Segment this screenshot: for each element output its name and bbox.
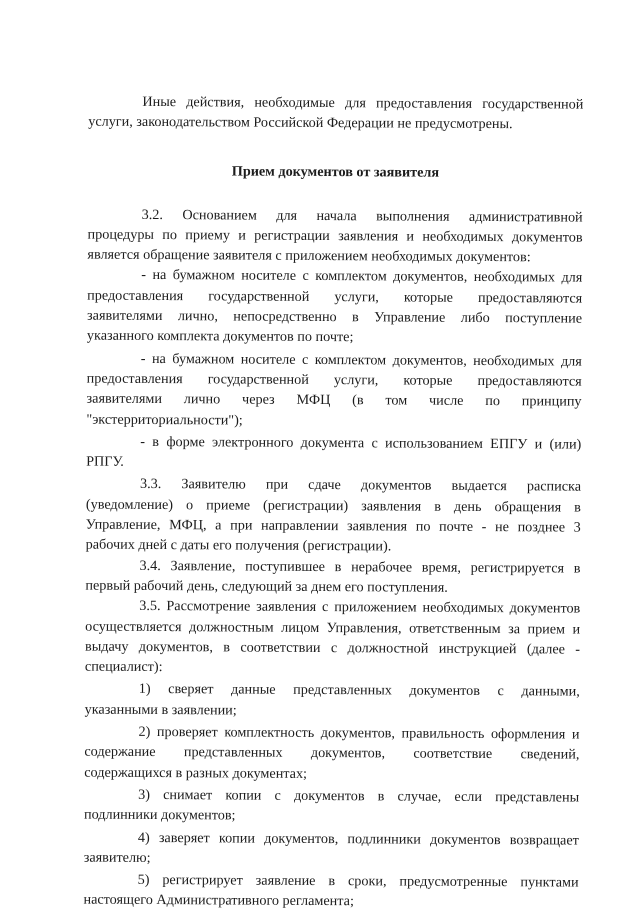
text-line: указанными в заявлении;: [84, 701, 237, 719]
list-item-5: [83, 870, 578, 914]
list-item-1: [85, 679, 580, 723]
text-line: подлинники документов;: [83, 806, 236, 824]
text-line: заявителями лично, непосредственно в Управление либо поступление: [87, 307, 583, 327]
text-line: 1) сверяет данные представленных документов с данными,: [138, 681, 580, 701]
bullet-paper-direct: [87, 265, 582, 349]
paragraph-3-4: [85, 555, 580, 599]
text-line: 3.2. Основанием для начала выполнения административной: [141, 206, 583, 226]
text-line: 3.4. Заявление, поступившее в нерабочее время, регистрируется в: [139, 557, 581, 577]
text-line: 2) проверяет комплектность документов, правильность оформления и: [138, 723, 580, 743]
text-line: (уведомление) о приеме (регистрации) заявления в день обращения в: [85, 496, 581, 516]
text-line: первый рабочий день, следующий за днем его поступления.: [85, 577, 448, 596]
text-line: заявителю;: [83, 849, 151, 866]
text-line: осуществляется должностным лицом Управления, ответственным за прием и: [85, 618, 581, 638]
text-line: Управление, МФЦ, а при направлении заявления по почте - не позднее 3: [85, 516, 581, 536]
text-line: процедуры по приему и регистрации заявления и необходимых документов: [87, 226, 583, 246]
text-line: 4) заверяет копии документов, подлинники документов возвращает: [137, 829, 579, 849]
list-item-4: [84, 827, 579, 871]
text-line: указанного комплекта документов по почте;: [86, 327, 354, 346]
text-line: является обращение заявителя с приложением необходимых документов:: [87, 246, 531, 266]
text-line: услуги, законодательством Российской Федерации не предусмотрены.: [88, 113, 513, 133]
text-line: содержащихся в разных документах;: [84, 764, 308, 782]
list-item-2: [84, 722, 579, 786]
paragraph-3-3: [86, 474, 581, 558]
text-line: предоставления государственной услуги, которые предоставляются: [86, 370, 582, 390]
list-item-3: [84, 784, 579, 828]
text-line: 3.5. Рассмотрение заявления с приложением необходимых документов: [139, 598, 581, 617]
text-line: специалист):: [84, 658, 163, 676]
text-line: 3.3. Заявителю при сдаче документов выдается расписка: [139, 476, 582, 496]
text-line: предоставления государственной услуги, которые предоставляются: [87, 287, 583, 307]
text-line: 5) регистрирует заявление в сроки, предусмотренные пунктами: [137, 871, 579, 891]
text-line: содержание представленных документов, соответствие сведений,: [84, 743, 580, 763]
section-heading: Прием документов от заявителя: [231, 163, 440, 181]
text-line: - на бумажном носителе с комплектом документов, необходимых для: [141, 267, 583, 287]
intro-paragraph: [88, 92, 583, 136]
paragraph-3-2: [87, 204, 582, 268]
paragraph-3-5: [85, 596, 580, 680]
text-line: настоящего Административного регламента;: [83, 891, 354, 910]
bullet-paper-mfc: [86, 348, 581, 432]
text-line: "экстерриториальности");: [86, 411, 243, 429]
text-line: - на бумажном носителе с комплектом документов, необходимых для: [140, 350, 582, 370]
bullet-electronic: [86, 431, 581, 475]
text-line: Иные действия, необходимые для предоставления государственной: [142, 93, 584, 113]
text-line: - в форме электронного документа с использованием ЕПГУ и (или): [140, 433, 582, 453]
text-line: РПГУ.: [86, 453, 124, 470]
text-line: рабочих дней с даты его получения (регистрации).: [85, 536, 392, 555]
text-line: 3) снимает копии с документов в случае, если представлены: [138, 786, 580, 806]
text-line: выдачу документов, в соответствии с должностной инструкцией (далее -: [84, 638, 581, 658]
text-line: заявителями лично через МФЦ (в том числе по принципу: [86, 390, 582, 410]
